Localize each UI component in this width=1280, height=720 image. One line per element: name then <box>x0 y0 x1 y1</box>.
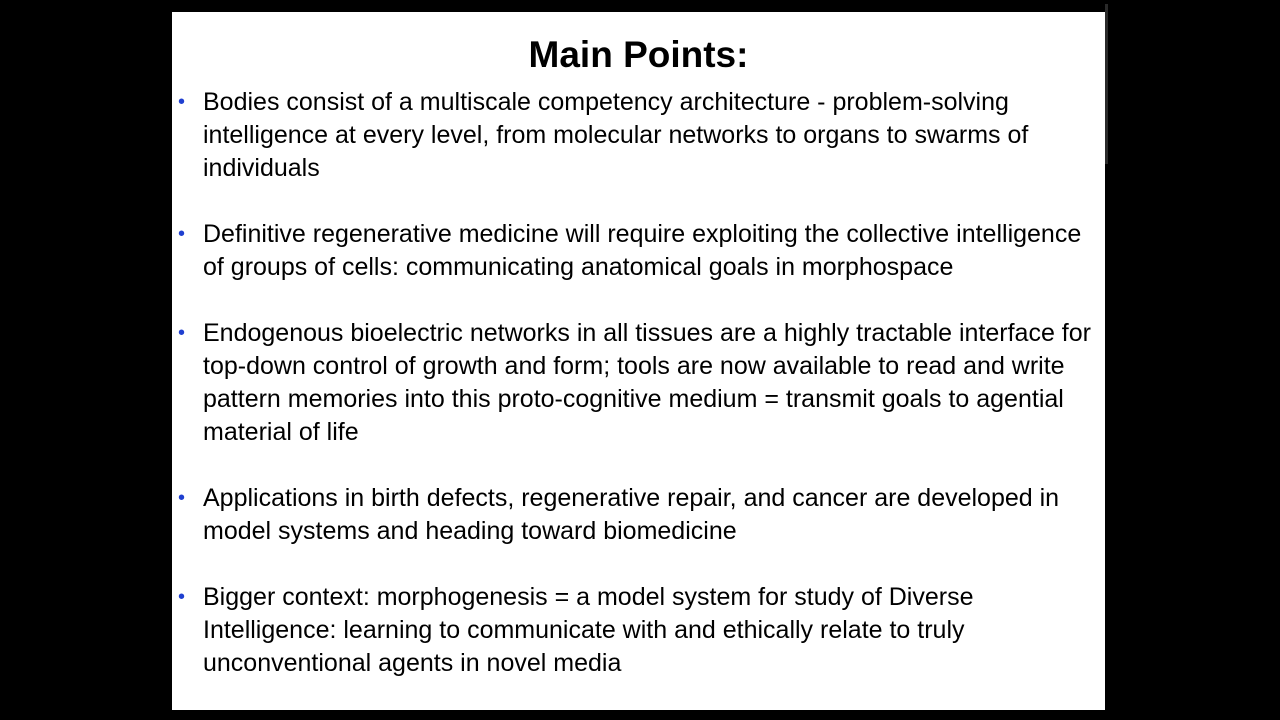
bullet-dot-icon: • <box>178 487 186 509</box>
bullet-item <box>172 218 1105 284</box>
bullet-item <box>172 317 1105 449</box>
bullet-dot-icon: • <box>178 223 186 245</box>
bullet-text: Bigger context: morphogenesis = a model system for study of Diverse Intelligence: learning to communicate with and ethically relate to truly unconventional agents in novel media <box>203 583 974 677</box>
slide-edge-divider <box>1105 4 1108 164</box>
bullet-dot-icon: • <box>178 91 186 113</box>
bullet-text: Definitive regenerative medicine will require exploiting the collective intelligence of groups of cells: communicating anatomical goals in morphospace <box>203 220 1082 281</box>
bullet-item <box>172 482 1105 548</box>
bullet-text: Applications in birth defects, regenerative repair, and cancer are developed in model systems and heading toward biomedicine <box>203 484 1060 545</box>
bullet-text: Bodies consist of a multiscale competency architecture - problem-solving intelligence at every level, from molecular networks to organs to swarms of individuals <box>203 88 1029 182</box>
slide-title: Main Points: <box>528 34 749 75</box>
bullet-dot-icon: • <box>178 322 186 344</box>
bullet-list <box>172 86 1105 710</box>
presentation-slide <box>172 12 1105 710</box>
bullet-item <box>172 86 1105 185</box>
bullet-item <box>172 581 1105 680</box>
bullet-dot-icon: • <box>178 586 186 608</box>
bullet-text: Endogenous bioelectric networks in all tissues are a highly tractable interface for top-down control of growth and form; tools are now available to read and write pattern memories into this proto-cognitive medium = transmit goals to agential material of life <box>203 319 1091 446</box>
